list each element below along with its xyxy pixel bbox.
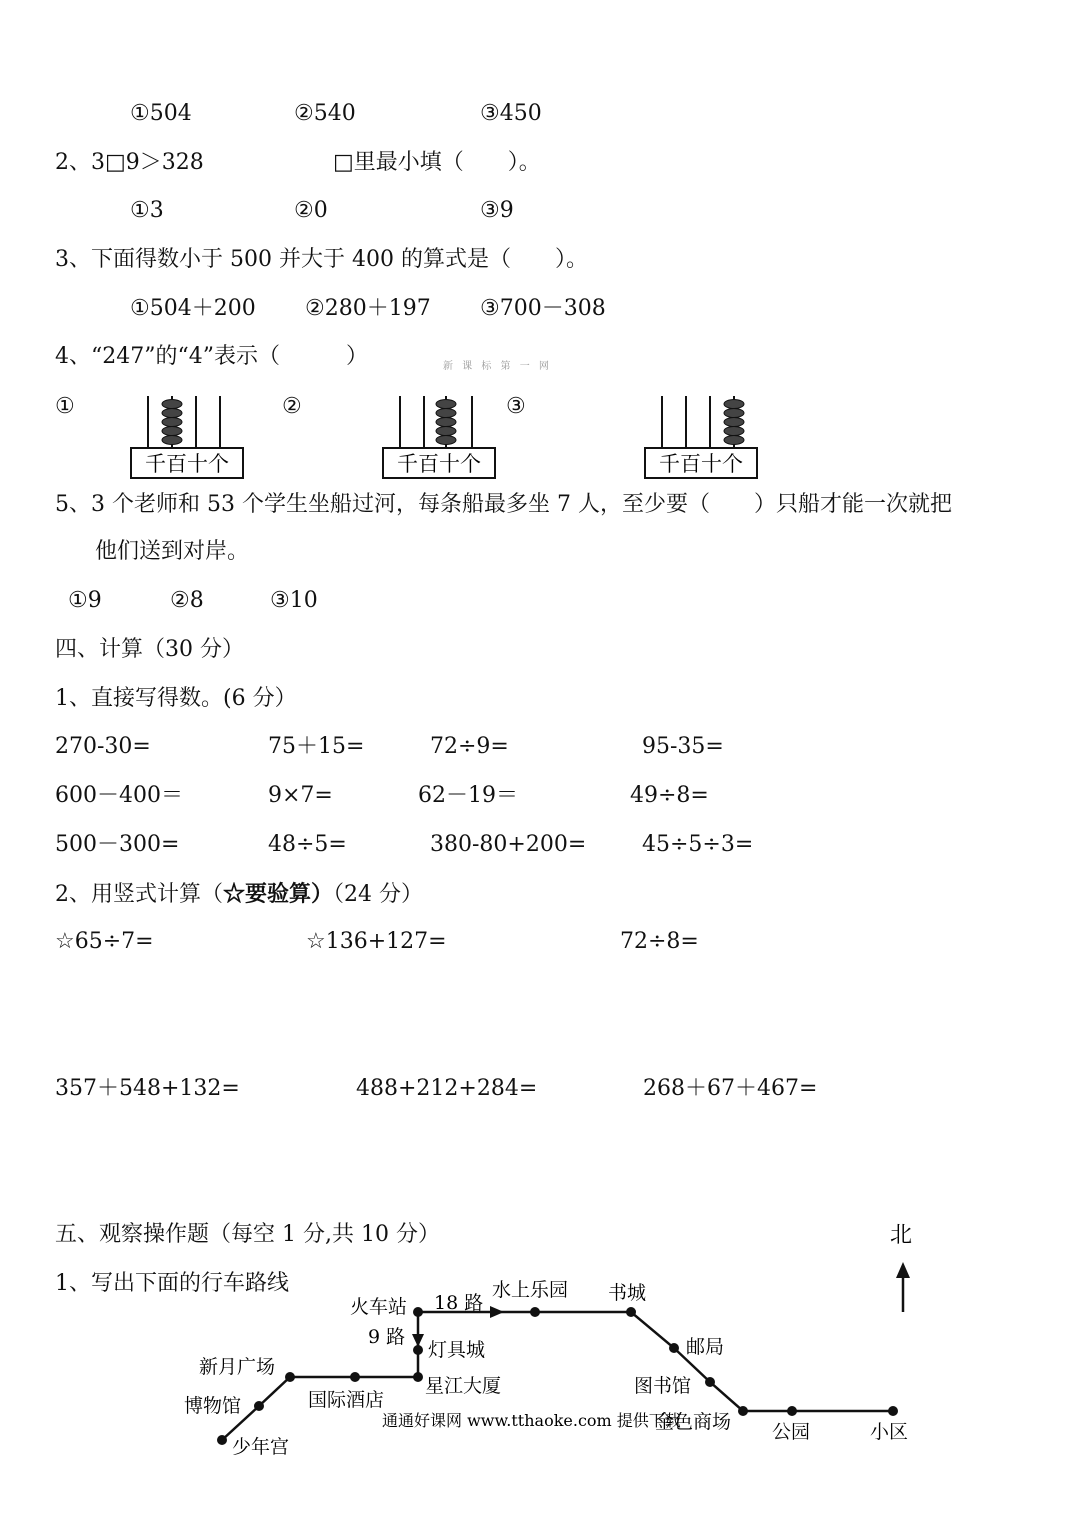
- q1-option-1: ①504: [130, 101, 192, 126]
- abacus-2-caption: 千百十个: [397, 452, 481, 476]
- label-dengju: 灯具城: [428, 1339, 486, 1361]
- q3-option-2: ②280＋197: [305, 296, 431, 321]
- label-shuishang: 水上乐园: [492, 1279, 569, 1301]
- stop-bowuguan: [254, 1401, 264, 1411]
- stop-tushuguan: [705, 1377, 715, 1387]
- q4-label-3: ③: [506, 394, 526, 419]
- calc-r3c2: 48÷5=: [268, 832, 347, 857]
- vertical-calc-3: 72÷8=: [620, 929, 699, 954]
- label-jinse: 金色商场: [655, 1411, 732, 1433]
- q3-option-1: ①504＋200: [130, 296, 256, 321]
- q5-option-2: ②8: [170, 588, 204, 613]
- vertical-calc-4: 357＋548+132=: [55, 1076, 240, 1101]
- stop-youju: [669, 1343, 679, 1353]
- label-huoche: 火车站: [350, 1296, 408, 1318]
- section5-sub1: 1、写出下面的行车路线: [55, 1271, 289, 1296]
- q4-stem: 4、“247”的“4”表示（ ）: [55, 344, 368, 369]
- q3-option-3: ③700－308: [480, 296, 606, 321]
- abacus-hundreds: [128, 394, 248, 482]
- calc-r2c2: 9×7=: [268, 783, 333, 808]
- section4-sub1: 1、直接写得数。(6 分）: [55, 686, 297, 711]
- label-tushuguan: 图书馆: [634, 1375, 692, 1397]
- section4-sub2: 2、用竖式计算（☆要验算）（24 分）: [55, 881, 424, 907]
- north-label: 北: [889, 1223, 913, 1248]
- stop-guoji: [350, 1372, 360, 1382]
- abacus-tens: [380, 394, 500, 482]
- calc-r2c1: 600－400＝: [55, 783, 183, 808]
- label-youju: 邮局: [686, 1336, 725, 1358]
- calc-r2c3: 62－19＝: [418, 783, 518, 808]
- q1-option-3: ③450: [480, 101, 542, 126]
- calc-r1c4: 95-35=: [642, 734, 724, 759]
- stop-gongyuan: [787, 1406, 797, 1416]
- q5-option-3: ③10: [270, 588, 318, 613]
- section5-title: 五、观察操作题（每空 1 分,共 10 分）: [55, 1222, 440, 1247]
- label-shucheng: 书城: [608, 1282, 647, 1304]
- stop-shucheng: [626, 1307, 636, 1317]
- vertical-calc-5: 488+212+284=: [356, 1076, 538, 1101]
- stop-xingjiang: [413, 1372, 423, 1382]
- label-xinyue: 新月广场: [199, 1356, 276, 1378]
- q1-option-2: ②540: [294, 101, 356, 126]
- abacus-ones: [642, 394, 762, 482]
- calc-r1c2: 75＋15=: [268, 734, 365, 759]
- q5-line-2: 他们送到对岸。: [95, 539, 250, 564]
- label-route-9: 9 路: [368, 1326, 406, 1348]
- label-gongyuan: 公园: [772, 1421, 811, 1443]
- stop-huoche: [413, 1307, 423, 1317]
- label-bowuguan: 博物馆: [184, 1395, 242, 1417]
- calc-r3c4: 45÷5÷3=: [642, 832, 754, 857]
- watermark-text: 新 课 标 第 一 网: [443, 361, 552, 372]
- stop-shuishang: [530, 1307, 540, 1317]
- q2-stem: 2、3□9＞328: [55, 150, 204, 175]
- vertical-calc-1: ☆65÷7=: [55, 929, 154, 954]
- q3-stem: 3、下面得数小于 500 并大于 400 的算式是（ ）。: [55, 247, 588, 272]
- footer-watermark: 通通好课网 www.tthaoke.com 提供下载: [382, 1411, 681, 1430]
- abacus-3-caption: 千百十个: [659, 452, 743, 476]
- q4-label-1: ①: [55, 394, 75, 419]
- stop-jinse: [738, 1406, 748, 1416]
- label-xingjiang: 星江大厦: [425, 1375, 502, 1397]
- stop-dengju: [413, 1345, 423, 1355]
- route-map: [0, 1210, 1087, 1470]
- q2-blank: □里最小填（ ）。: [333, 150, 541, 175]
- label-shaoniangong: 少年宫: [232, 1436, 290, 1458]
- q2-option-1: ①3: [130, 198, 164, 223]
- label-xiaoqu: 小区: [870, 1421, 909, 1443]
- calc-r3c1: 500－300=: [55, 832, 180, 857]
- label-guoji: 国际酒店: [308, 1389, 385, 1411]
- q2-option-2: ②0: [294, 198, 328, 223]
- north-arrow-head: [896, 1262, 910, 1278]
- q4-label-2: ②: [282, 394, 302, 419]
- stop-xinyue: [285, 1372, 295, 1382]
- calc-r1c3: 72÷9=: [430, 734, 509, 759]
- vertical-calc-6: 268＋67＋467=: [643, 1076, 818, 1101]
- stop-xiaoqu: [888, 1406, 898, 1416]
- section4-title: 四、计算（30 分）: [55, 637, 244, 662]
- q5-option-1: ①9: [68, 588, 102, 613]
- calc-r1c1: 270-30=: [55, 734, 151, 759]
- route-east-line: [500, 1312, 893, 1411]
- label-route-18: 18 路: [434, 1292, 484, 1314]
- calc-r3c3: 380-80+200=: [430, 832, 587, 857]
- q2-option-3: ③9: [480, 198, 514, 223]
- calc-r2c4: 49÷8=: [630, 783, 709, 808]
- vertical-calc-2: ☆136+127=: [306, 929, 447, 954]
- abacus-1-caption: 千百十个: [145, 452, 229, 476]
- q5-line-1: 5、3 个老师和 53 个学生坐船过河，每条船最多坐 7 人，至少要（ ）只船才能一次就把: [55, 492, 952, 517]
- stop-shaoniangong: [217, 1435, 227, 1445]
